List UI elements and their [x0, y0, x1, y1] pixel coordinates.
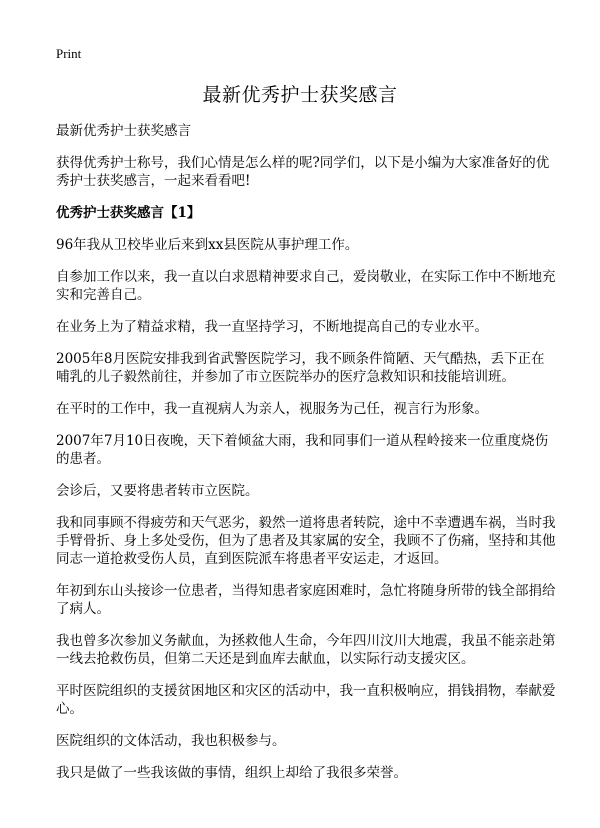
body-paragraph: 我只是做了一些我该做的事情，组织上却给了我很多荣誉。	[56, 765, 407, 781]
body-paragraph: 年初到东山头接诊一位患者，当得知患者家庭困难时，急忙将随身所带的钱全部捐给了病人。	[56, 583, 556, 617]
body-paragraph: 会诊后，又要将患者转市立医院。	[56, 483, 259, 499]
print-link[interactable]: Print	[56, 46, 82, 61]
body-paragraph: 自参加工作以来，我一直以白求恩精神要求自己，爱岗敬业，在实际工作中不断地充实和完善自己。	[56, 269, 556, 303]
document-body	[56, 122, 556, 796]
section-heading: 优秀护士获奖感言【1】	[56, 205, 201, 221]
body-paragraph: 我也曾多次参加义务献血，为拯救他人生命，今年四川汶川大地震，我虽不能亲赴第一线去抢救伤员，但第二天还是到血库去献血，以实际行动支援灾区。	[56, 633, 556, 667]
body-paragraph: 我和同事顾不得疲劳和天气恶劣，毅然一道将患者转院，途中不幸遭遇车祸，当时我手臂骨折、身上多处受伤，但为了患者及其家属的安全，我顾不了伤痛，坚持和其他同志一道抢救受伤人员，直到医院派车将患者平安运走，才返回。	[56, 515, 556, 567]
body-paragraph: 2007年7月10日夜晚，天下着倾盆大雨，我和同事们一道从程岭接来一位重度烧伤的患者。	[56, 433, 549, 467]
body-paragraph: 在平时的工作中，我一直视病人为亲人，视服务为己任，视言行为形象。	[56, 401, 488, 417]
body-paragraph: 96年我从卫校毕业后来到xx县医院从事护理工作。	[56, 237, 359, 253]
body-paragraph: 在业务上为了精益求精，我一直坚持学习，不断地提高自己的专业水平。	[56, 319, 488, 335]
document-subtitle: 最新优秀护士获奖感言	[56, 123, 191, 139]
body-paragraph: 2005年8月医院安排我到省武警医院学习，我不顾条件简陋、天气酷热，丢下正在哺乳的儿子毅然前往，并参加了市立医院举办的医疗急救知识和技能培训班。	[56, 351, 545, 385]
body-paragraph: 医院组织的文体活动，我也积极参与。	[56, 733, 286, 749]
document-title: 最新优秀护士获奖感言	[202, 84, 398, 106]
intro-paragraph: 获得优秀护士称号，我们心情是怎么样的呢?同学们，以下是小编为大家准备好的优秀护士获奖感言，一起来看看吧!	[56, 155, 550, 189]
body-paragraph: 平时医院组织的支援贫困地区和灾区的活动中，我一直积极响应，捐钱捐物，奉献爱心。	[56, 683, 556, 717]
